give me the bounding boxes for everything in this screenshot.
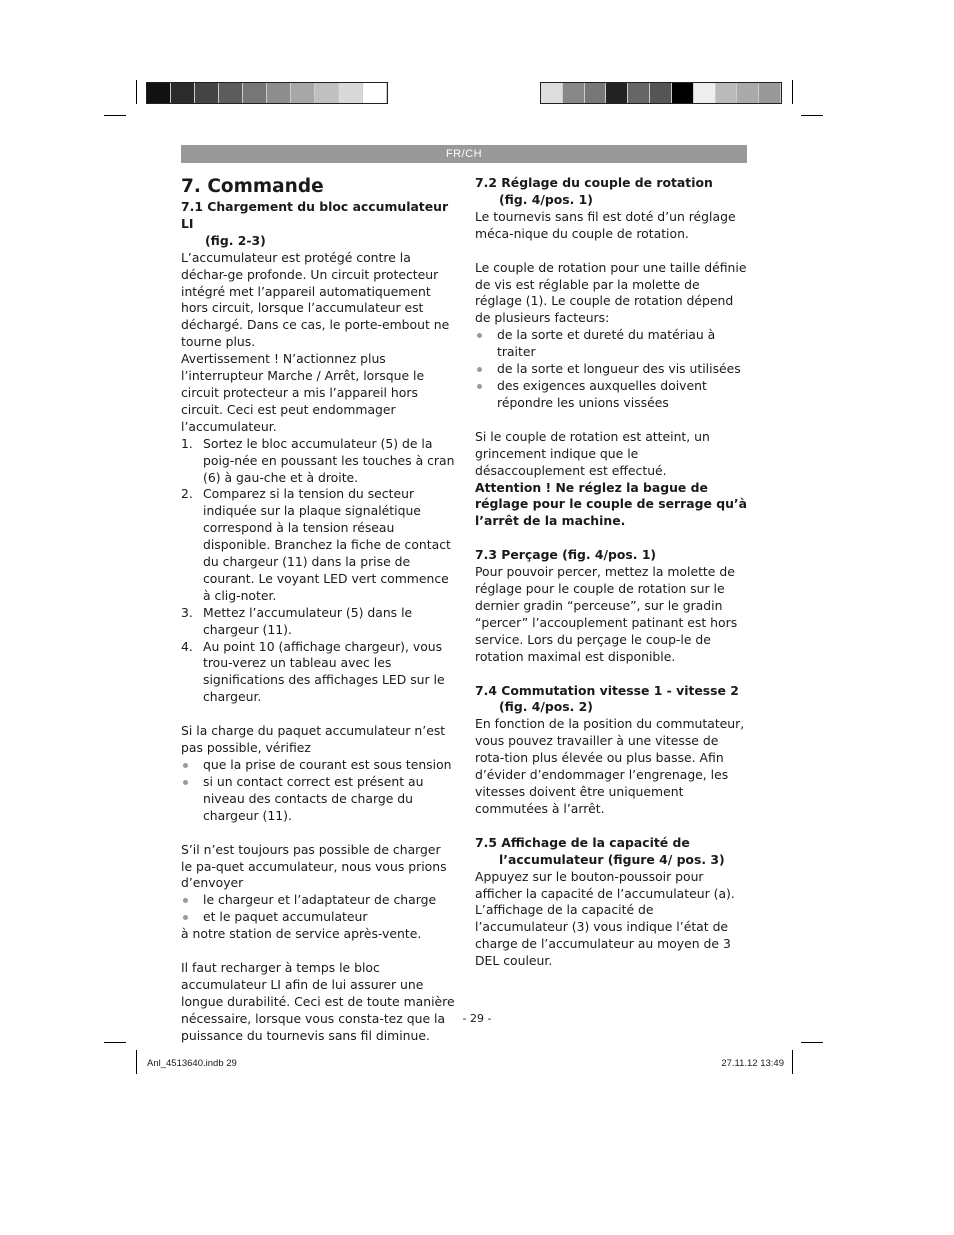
list-item: le chargeur et l’adaptateur de charge <box>181 892 455 909</box>
bullet-icon <box>183 763 188 768</box>
paragraph-intro: L’accumulateur est protégé contre la déchar-ge profonde. Un circuit protecteur intégré met l’appareil automatiquement hors circuit, lorsque l’accumulateur est déchargé. Dans ce cas, le porte-embout ne tourne plus. <box>181 249 450 350</box>
color-swatch <box>195 83 219 103</box>
heading-7-2: 7.2 Réglage du couple de rotation (fig. 4/pos. 1) <box>475 175 713 207</box>
color-swatch <box>363 83 387 103</box>
list-item: 3. Mettez l’accumulateur (5) dans le chargeur (11). <box>181 604 413 637</box>
list-item: que la prise de courant est sous tension <box>181 757 455 774</box>
checks-list <box>181 757 455 825</box>
bullet-icon <box>477 333 482 338</box>
color-swatch <box>759 83 781 103</box>
page-number: - 29 - <box>462 1012 492 1025</box>
section-title: 7. Commande <box>181 176 324 197</box>
heading-7-1: 7.1 Chargement du bloc accumulateur LI (fig. 2-3) <box>181 199 449 248</box>
service-list <box>181 892 455 926</box>
attention-note: Attention ! Ne réglez la bague de réglage pour le couple de serrage qu’à l’arrêt de la machine. <box>475 479 747 529</box>
paragraph-7-2-3: Si le couple de rotation est atteint, un grincement indique que le désaccouplement est effectué. <box>475 428 710 478</box>
color-swatch <box>694 83 716 103</box>
list-item: de la sorte et longueur des vis utilisées <box>475 361 749 378</box>
list-item: et le paquet accumulateur <box>181 909 455 926</box>
bullet-icon <box>183 898 188 903</box>
color-swatch <box>541 83 563 103</box>
color-swatch <box>291 83 315 103</box>
factors-list <box>475 327 749 412</box>
color-swatch <box>672 83 694 103</box>
paragraph-service-outro: à notre station de service après-vente. <box>181 926 422 942</box>
steps-list <box>181 436 455 707</box>
color-swatch <box>650 83 672 103</box>
footer-file: Anl_4513640.indb 29 <box>147 1058 237 1069</box>
color-swatch <box>606 83 628 103</box>
color-swatch <box>563 83 585 103</box>
paragraph-7-5: Appuyez sur le bouton-poussoir pour afficher la capacité de l’accumulateur (a). L’affichage de la capacité de l’accumulateur (3) vous indique l’état de charge de l’accumulateur au moyen de 3 DEL couleur. <box>475 868 735 969</box>
color-swatch <box>628 83 650 103</box>
color-swatch <box>171 83 195 103</box>
list-item: de la sorte et dureté du matériau à traiter <box>475 327 749 361</box>
bullet-icon <box>477 384 482 389</box>
bullet-icon <box>477 367 482 372</box>
paragraph-7-3: Pour pouvoir percer, mettez la molette de réglage pour le couple de rotation sur le dernier gradin “perceuse”, sur le gradin “percer” l’accouplement patinant est hors service. Lors du perçage le coup-le de rotation maximal est disponible. <box>475 564 738 664</box>
paragraph-check-intro: Si la charge du paquet accumulateur n’est pas possible, vérifiez <box>181 723 446 756</box>
paragraph-recharge: Il faut recharger à temps le bloc accumulateur LI afin de lui assurer une longue durabilité. Ceci est de toute manière nécessaire, lorsque vous consta-tez que la puissance du tournevis sans fil diminue. <box>181 960 455 1043</box>
color-swatch <box>219 83 243 103</box>
list-item: 1. Sortez le bloc accumulateur (5) de la poig-née en poussant les touches à cran (6) à gau-che et à droite. <box>181 435 455 485</box>
crop-mark <box>792 80 793 104</box>
list-item: si un contact correct est présent au niveau des contacts de charge du chargeur (11). <box>181 774 455 825</box>
paragraph-warning: Avertissement ! N’actionnez plus l’interrupteur Marche / Arrêt, lorsque le circuit protecteur a mis l’appareil hors circuit. Ceci est peut endommager l’accumulateur. <box>181 351 425 434</box>
paragraph-7-2-2: Le couple de rotation pour une taille définie de vis est réglable par la molette de réglage (1). Le couple de rotation dépend de plusieurs facteurs: <box>475 259 747 326</box>
list-item: 4. Au point 10 (affichage chargeur), vous trou-verez un tableau avec les significations des affichages LED sur le chargeur. <box>181 638 445 705</box>
bullet-icon <box>183 915 188 920</box>
bullet-icon <box>183 780 188 785</box>
crop-mark <box>136 1050 137 1074</box>
heading-7-3: 7.3 Perçage (fig. 4/pos. 1) <box>475 547 657 563</box>
color-swatch <box>716 83 738 103</box>
color-swatch <box>243 83 267 103</box>
color-swatch <box>315 83 339 103</box>
footer-date: 27.11.12 13:49 <box>721 1058 784 1069</box>
crop-mark <box>104 115 126 116</box>
heading-7-5: 7.5 Affichage de la capacité de l’accumulateur (figure 4/ pos. 3) <box>475 834 725 867</box>
list-item: 2. Comparez si la tension du secteur indiquée sur la plaque signalétique correspond à la tension réseau disponible. Branchez la fiche de contact du chargeur (11) dans la prise de courant. Le voyant LED vert commence à clig-noter. <box>181 486 451 603</box>
crop-mark <box>792 1050 793 1074</box>
crop-mark <box>801 115 823 116</box>
color-swatch <box>585 83 607 103</box>
color-swatch <box>737 83 759 103</box>
right-column <box>475 175 749 970</box>
paragraph-service-intro: S’il n’est toujours pas possible de charger le pa-quet accumulateur, nous vous prions d’envoyer <box>181 841 447 891</box>
heading-7-4: 7.4 Commutation vitesse 1 - vitesse 2 (fig. 4/pos. 2) <box>475 682 739 715</box>
color-swatch <box>267 83 291 103</box>
language-header-band <box>181 145 747 163</box>
color-swatch <box>339 83 363 103</box>
left-column <box>181 175 455 1045</box>
paragraph-7-2-1: Le tournevis sans fil est doté d’un réglage méca-nique du couple de rotation. <box>475 208 736 241</box>
language-label: FR/CH <box>445 148 483 160</box>
list-item: des exigences auxquelles doivent répondre les unions vissées <box>475 378 749 412</box>
paragraph-7-4: En fonction de la position du commutateur, vous pouvez travailler à une vitesse de rota-tion plus élevée ou plus basse. Afin d’évider d’endommager l’engrenage, les vitesses doivent être uniquement commutées à l’arrêt. <box>475 716 745 816</box>
crop-mark <box>104 1042 126 1043</box>
crop-mark <box>801 1042 823 1043</box>
color-swatch <box>147 83 171 103</box>
color-calibration-bar-right <box>540 82 782 104</box>
color-calibration-bar-left <box>146 82 388 104</box>
crop-mark <box>136 80 137 104</box>
